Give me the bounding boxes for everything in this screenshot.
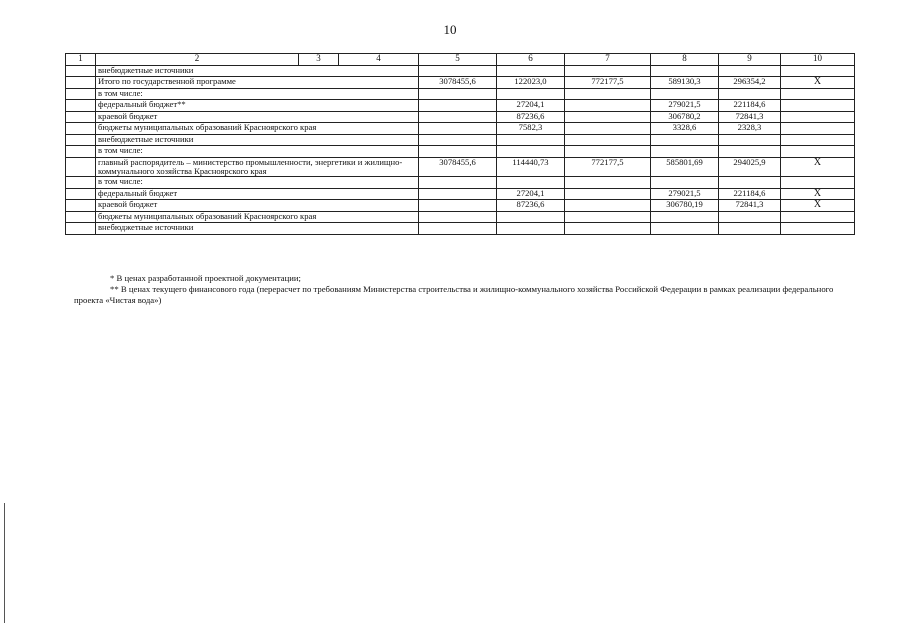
value-cell-c7	[565, 134, 651, 146]
value-cell-c10	[781, 88, 855, 100]
header-cell: 4	[339, 54, 419, 66]
value-cell-c10: Х	[781, 200, 855, 212]
value-cell-c9	[719, 146, 781, 158]
value-cell-c10	[781, 134, 855, 146]
value-cell-c8	[651, 146, 719, 158]
value-cell-c7	[565, 65, 651, 77]
value-cell-c10: Х	[781, 77, 855, 89]
value-cell-c10	[781, 146, 855, 158]
row-index-cell	[66, 211, 96, 223]
table-row	[66, 200, 855, 212]
page-number: 10	[443, 22, 457, 37]
value-cell-c6	[497, 134, 565, 146]
value-cell-c9	[719, 223, 781, 235]
header-cell: 10	[781, 54, 855, 66]
footnote-2: ** В ценах текущего финансового года (перерасчет по требованиям Министерства строительства и жилищно-коммунального хозяйства Российской Федерации в рамках реализации федерального проекта «Чистая вода»)	[74, 284, 834, 305]
value-cell-c5: 3078455,6	[419, 157, 497, 177]
value-cell-c5	[419, 177, 497, 189]
value-cell-c7	[565, 177, 651, 189]
value-cell-c7	[565, 223, 651, 235]
value-cell-c8	[651, 211, 719, 223]
value-cell-c7	[565, 188, 651, 200]
value-cell-c7	[565, 146, 651, 158]
table-row	[66, 134, 855, 146]
value-cell-c7	[565, 200, 651, 212]
value-cell-c7	[565, 123, 651, 135]
value-cell-c10	[781, 65, 855, 77]
table-row	[66, 177, 855, 189]
value-cell-c9	[719, 65, 781, 77]
header-cell: 6	[497, 54, 565, 66]
value-cell-c6: 114440,73	[497, 157, 565, 177]
value-cell-c9: 72841,3	[719, 200, 781, 212]
table-header-row	[66, 54, 855, 66]
value-cell-c10	[781, 223, 855, 235]
value-cell-c8: 3328,6	[651, 123, 719, 135]
table-row	[66, 123, 855, 135]
value-cell-c7	[565, 88, 651, 100]
value-cell-c8	[651, 223, 719, 235]
value-cell-c6	[497, 223, 565, 235]
table-row	[66, 111, 855, 123]
value-cell-c7	[565, 111, 651, 123]
value-cell-c5	[419, 223, 497, 235]
value-cell-c9	[719, 134, 781, 146]
value-cell-c8: 589130,3	[651, 77, 719, 89]
value-cell-c9: 72841,3	[719, 111, 781, 123]
row-index-cell	[66, 177, 96, 189]
row-label: в том числе:	[96, 88, 419, 100]
row-label: бюджеты муниципальных образований Красноярского края	[96, 123, 419, 135]
table-row	[66, 88, 855, 100]
value-cell-c9: 221184,6	[719, 188, 781, 200]
value-cell-c10	[781, 100, 855, 112]
value-cell-c5	[419, 146, 497, 158]
value-cell-c6	[497, 65, 565, 77]
table-row	[66, 188, 855, 200]
header-cell: 1	[66, 54, 96, 66]
table-body	[66, 54, 855, 235]
value-cell-c8: 279021,5	[651, 188, 719, 200]
row-index-cell	[66, 111, 96, 123]
value-cell-c8	[651, 134, 719, 146]
table-row	[66, 211, 855, 223]
value-cell-c5	[419, 88, 497, 100]
value-cell-c8: 279021,5	[651, 100, 719, 112]
row-index-cell	[66, 77, 96, 89]
header-cell: 8	[651, 54, 719, 66]
value-cell-c6: 87236,6	[497, 200, 565, 212]
table-row	[66, 223, 855, 235]
row-label: главный распорядитель – министерство промышленности, энергетики и жилищно-коммунального хозяйства Красноярского края	[96, 157, 419, 177]
value-cell-c8: 306780,19	[651, 200, 719, 212]
row-label: внебюджетные источники	[96, 223, 419, 235]
value-cell-c10	[781, 111, 855, 123]
value-cell-c5	[419, 134, 497, 146]
value-cell-c8	[651, 88, 719, 100]
value-cell-c5	[419, 111, 497, 123]
row-label: краевой бюджет	[96, 111, 419, 123]
row-index-cell	[66, 123, 96, 135]
row-label: бюджеты муниципальных образований Красноярского края	[96, 211, 419, 223]
value-cell-c9: 294025,9	[719, 157, 781, 177]
value-cell-c6	[497, 211, 565, 223]
value-cell-c9	[719, 88, 781, 100]
row-index-cell	[66, 200, 96, 212]
row-index-cell	[66, 157, 96, 177]
header-cell: 2	[96, 54, 299, 66]
funding-table	[65, 53, 855, 235]
value-cell-c9: 221184,6	[719, 100, 781, 112]
table-row	[66, 100, 855, 112]
value-cell-c6: 27204,1	[497, 188, 565, 200]
value-cell-c5: 3078455,6	[419, 77, 497, 89]
value-cell-c10: Х	[781, 157, 855, 177]
row-label: внебюджетные источники	[96, 134, 419, 146]
row-label: внебюджетные источники	[96, 65, 419, 77]
value-cell-c6	[497, 88, 565, 100]
header-cell: 9	[719, 54, 781, 66]
value-cell-c7	[565, 211, 651, 223]
value-cell-c7: 772177,5	[565, 77, 651, 89]
value-cell-c5	[419, 211, 497, 223]
row-index-cell	[66, 88, 96, 100]
value-cell-c9: 296354,2	[719, 77, 781, 89]
value-cell-c6: 122023,0	[497, 77, 565, 89]
value-cell-c5	[419, 123, 497, 135]
row-label: федеральный бюджет**	[96, 100, 419, 112]
value-cell-c10	[781, 211, 855, 223]
table-row	[66, 157, 855, 177]
header-cell: 3	[299, 54, 339, 66]
row-label: в том числе:	[96, 177, 419, 189]
row-index-cell	[66, 134, 96, 146]
value-cell-c9	[719, 211, 781, 223]
footnotes	[74, 273, 856, 306]
value-cell-c8	[651, 65, 719, 77]
footnote-1: * В ценах разработанной проектной документации;	[110, 273, 301, 283]
row-label: федеральный бюджет	[96, 188, 419, 200]
header-cell: 5	[419, 54, 497, 66]
value-cell-c7	[565, 100, 651, 112]
row-label: краевой бюджет	[96, 200, 419, 212]
value-cell-c8	[651, 177, 719, 189]
row-index-cell	[66, 223, 96, 235]
row-label: в том числе:	[96, 146, 419, 158]
row-index-cell	[66, 65, 96, 77]
value-cell-c9: 2328,3	[719, 123, 781, 135]
margin-rule	[4, 503, 5, 623]
value-cell-c10	[781, 123, 855, 135]
row-index-cell	[66, 146, 96, 158]
value-cell-c10	[781, 177, 855, 189]
value-cell-c10: Х	[781, 188, 855, 200]
value-cell-c5	[419, 65, 497, 77]
value-cell-c6	[497, 177, 565, 189]
table-row	[66, 146, 855, 158]
value-cell-c6: 27204,1	[497, 100, 565, 112]
value-cell-c6	[497, 146, 565, 158]
table-row	[66, 65, 855, 77]
row-label: Итого по государственной программе	[96, 77, 419, 89]
value-cell-c8: 306780,2	[651, 111, 719, 123]
value-cell-c7: 772177,5	[565, 157, 651, 177]
row-index-cell	[66, 100, 96, 112]
value-cell-c5	[419, 100, 497, 112]
value-cell-c5	[419, 200, 497, 212]
table-row	[66, 77, 855, 89]
value-cell-c6: 7582,3	[497, 123, 565, 135]
value-cell-c8: 585801,69	[651, 157, 719, 177]
value-cell-c6: 87236,6	[497, 111, 565, 123]
value-cell-c9	[719, 177, 781, 189]
header-cell: 7	[565, 54, 651, 66]
row-index-cell	[66, 188, 96, 200]
value-cell-c5	[419, 188, 497, 200]
